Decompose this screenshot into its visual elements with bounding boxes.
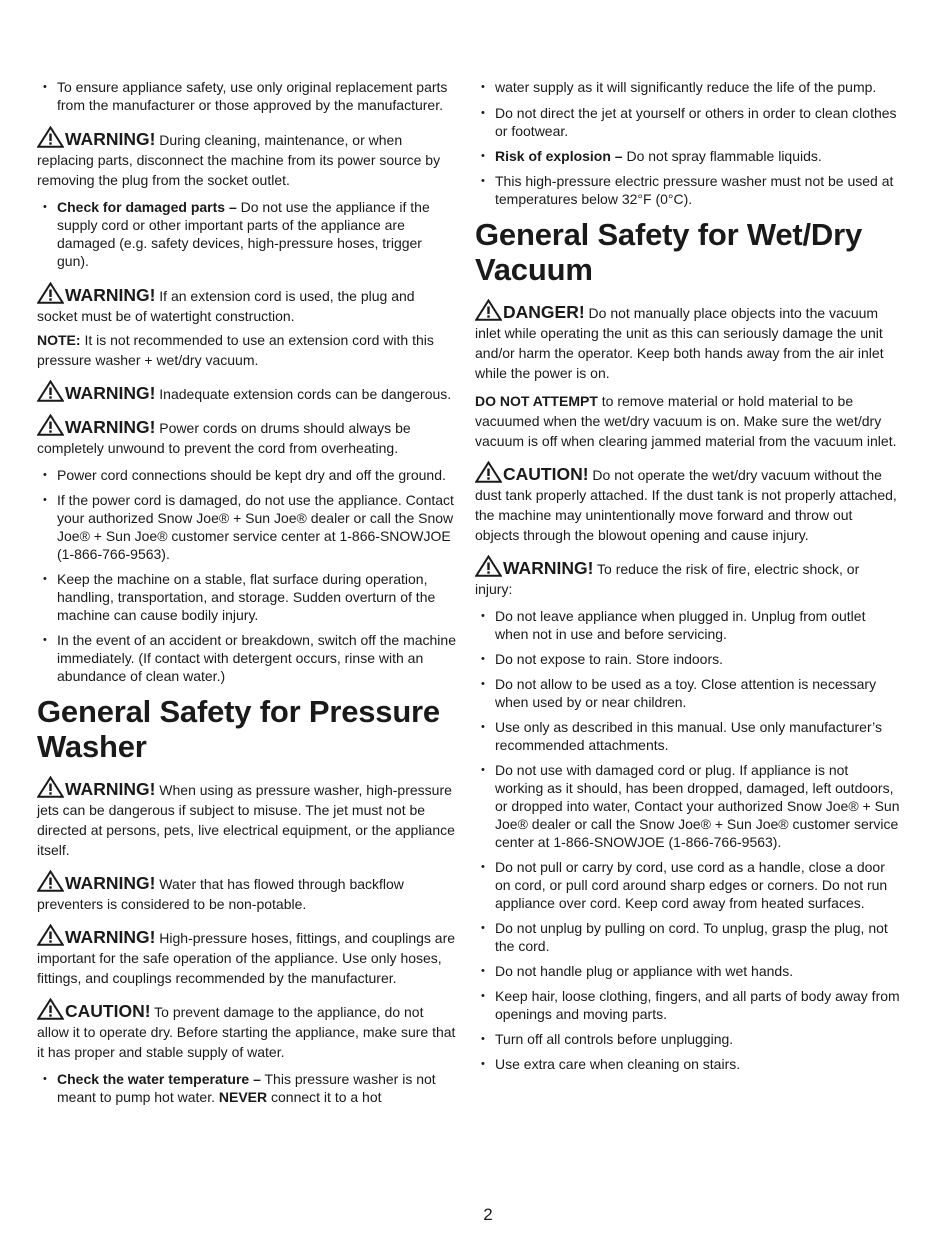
warning-triangle-icon xyxy=(475,299,502,321)
warning-block-extension: WARNING! If an extension cord is used, the plug and socket must be of watertight construction. xyxy=(37,282,457,326)
warning-triangle-icon xyxy=(37,282,64,304)
warning-triangle-icon xyxy=(37,126,64,148)
bullet-replacement-parts: • To ensure appliance safety, use only original replacement parts from the manufacturer or those approved by the manufacturer. xyxy=(37,78,457,114)
warning-block-backflow: WARNING! Water that has flowed through backflow preventers is considered to be non-potable. xyxy=(37,870,457,914)
warning-block-inadequate: WARNING! Inadequate extension cords can be dangerous. xyxy=(37,380,457,404)
bullet-risk-explosion: • Risk of explosion – Do not spray flammable liquids. xyxy=(475,147,900,165)
list-item: • Do not handle plug or appliance with wet hands. xyxy=(475,962,900,980)
list-item: • Do not unplug by pulling on cord. To unplug, grasp the plug, not the cord. xyxy=(475,919,900,955)
bullet-water-temperature: • Check the water temperature – This pressure washer is not meant to pump hot water. NEVER connect it to a hot xyxy=(37,1070,457,1106)
left-column xyxy=(37,78,457,1113)
list-item: • If the power cord is damaged, do not use the appliance. Contact your authorized Snow Joe® + Sun Joe® dealer or call the Snow Joe® + Sun Joe® customer service center at 1-866-SNOWJOE (1-866-766-9563). xyxy=(37,491,457,563)
warning-triangle-icon xyxy=(37,998,64,1020)
warning-block-parts: WARNING! During cleaning, maintenance, or when replacing parts, disconnect the machine from its power source by removing the plug from the socket outlet. xyxy=(37,126,457,190)
list-item: • Do not use with damaged cord or plug. If appliance is not working as it should, has been dropped, damaged, left outdoors, or dropped into water, Contact your authorized Snow Joe® + Sun Joe® dealer or call the Snow Joe® + Sun Joe® customer service center at 1-866-SNOWJOE (1-866-766-9563). xyxy=(475,761,900,851)
list-item: • Turn off all controls before unplugging. xyxy=(475,1030,900,1048)
warning-triangle-icon xyxy=(37,414,64,436)
list-item: • Keep the machine on a stable, flat surface during operation, handling, transportation, and storage. Sudden overturn of the machine can cause bodily injury. xyxy=(37,570,457,624)
section-heading-wet-dry-vacuum: General Safety for Wet/Dry Vacuum xyxy=(475,217,863,287)
warning-block-fire: WARNING! To reduce the risk of fire, electric shock, or injury: xyxy=(475,555,900,599)
caution-block-dust-tank: CAUTION! Do not operate the wet/dry vacuum without the dust tank properly attached. If the dust tank is not properly attached, the machine may unintentionally move forward and throw out objects through the blowout opening and cause injury. xyxy=(475,461,900,545)
warning-block-hoses: WARNING! High-pressure hoses, fittings, and couplings are important for the safe operation of the appliance. Use only hoses, fittings, and couplings recommended by the manufacturer. xyxy=(37,924,457,988)
warning-triangle-icon xyxy=(475,461,502,483)
warning-block-high-pressure: WARNING! When using as pressure washer, high-pressure jets can be dangerous if subject to misuse. The jet must not be directed at persons, pets, live electrical equipment, or the appliance itself. xyxy=(37,776,457,860)
section-heading-pressure-washer: General Safety for Pressure Washer xyxy=(37,694,440,764)
warning-triangle-icon xyxy=(37,924,64,946)
warning-triangle-icon xyxy=(37,870,64,892)
list-item: • Keep hair, loose clothing, fingers, and all parts of body away from openings and moving parts. xyxy=(475,987,900,1023)
list-item: • Use only as described in this manual. Use only manufacturer’s recommended attachments. xyxy=(475,718,900,754)
continued-text: • water supply as it will significantly reduce the life of the pump. xyxy=(475,78,900,96)
list-item: • Do not allow to be used as a toy. Close attention is necessary when used by or near children. xyxy=(475,675,900,711)
caution-block-dry: CAUTION! To prevent damage to the appliance, do not allow it to operate dry. Before starting the appliance, make sure that it has proper and stable supply of water. xyxy=(37,998,457,1062)
bullet-damaged-parts: • Check for damaged parts – Do not use the appliance if the supply cord or other important parts of the appliance are damaged (e.g. safety devices, high-pressure hoses, trigger gun). xyxy=(37,198,457,270)
list-item: • Do not expose to rain. Store indoors. xyxy=(475,650,900,668)
danger-block: DANGER! Do not manually place objects into the vacuum inlet while operating the unit as this can seriously damage the unit and/or harm the operator. Keep both hands away from the air inlet while the power is on. xyxy=(475,299,900,383)
right-column xyxy=(475,78,900,1080)
do-not-attempt-block: DO NOT ATTEMPT to remove material or hold material to be vacuumed when the wet/dry vacuum is on. Make sure the wet/dry vacuum is off when clearing jammed material from the vacuum inlet. xyxy=(475,393,897,449)
list-item: • Use extra care when cleaning on stairs. xyxy=(475,1055,900,1073)
page-number: 2 xyxy=(483,1205,493,1224)
warning-triangle-icon xyxy=(37,380,64,402)
list-item: • Do not direct the jet at yourself or others in order to clean clothes or footwear. xyxy=(475,104,900,140)
list-item: • Do not pull or carry by cord, use cord as a handle, close a door on cord, or pull cord around sharp edges or corners. Do not run appliance over cord. Keep cord away from heated surfaces. xyxy=(475,858,900,912)
list-item: • Power cord connections should be kept dry and off the ground. xyxy=(37,466,457,484)
list-item: • This high-pressure electric pressure washer must not be used at temperatures below 32°F (0°C). xyxy=(475,172,900,208)
note-block: NOTE: It is not recommended to use an extension cord with this pressure washer + wet/dry vacuum. xyxy=(37,332,434,368)
warning-triangle-icon xyxy=(37,776,64,798)
warning-triangle-icon xyxy=(475,555,502,577)
warning-block-drums: WARNING! Power cords on drums should always be completely unwound to prevent the cord from overheating. xyxy=(37,414,457,458)
list-item: • In the event of an accident or breakdown, switch off the machine immediately. (If contact with detergent occurs, rinse with an abundance of clean water.) xyxy=(37,631,457,685)
list-item: • Do not leave appliance when plugged in. Unplug from outlet when not in use and before servicing. xyxy=(475,607,900,643)
